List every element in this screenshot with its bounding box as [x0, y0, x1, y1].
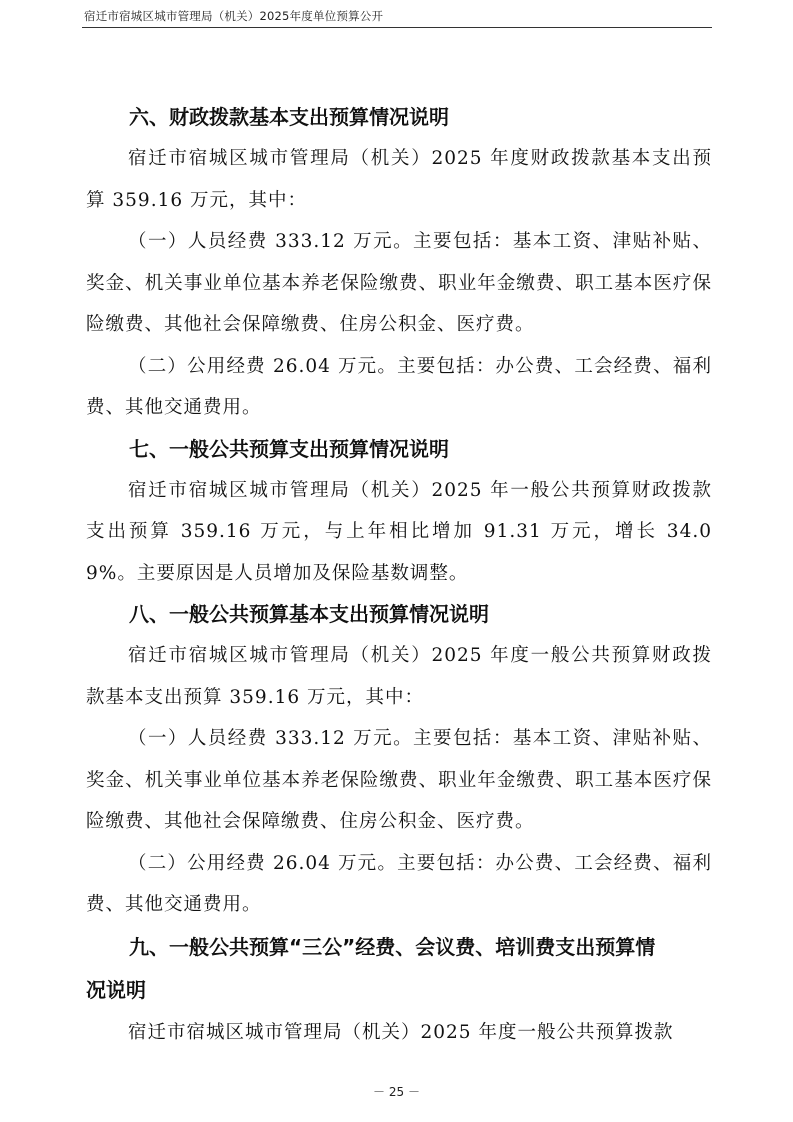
- section-7-heading: 七、一般公共预算支出预算情况说明: [129, 436, 449, 461]
- running-header: 宿迁市宿城区城市管理局（机关）2025年度单位预算公开: [84, 9, 384, 23]
- section-6-paragraph-1: 宿迁市宿城区城市管理局（机关）2025 年度财政拨款基本支出预算 359.16 万元，其中：: [86, 148, 712, 211]
- document-body: [86, 97, 712, 1053]
- section-6-heading: 六、财政拨款基本支出预算情况说明: [129, 105, 449, 129]
- section-6-paragraph-2: （一）人员经费 333.12 万元。主要包括：基本工资、津贴补贴、奖金、机关事业单位基本养老保险缴费、职业年金缴费、职工基本医疗保险缴费、其他社会保障缴费、住房公积金、医疗费。: [86, 231, 712, 335]
- section-9-heading: [86, 926, 712, 1012]
- page-number: － 25 －: [373, 1085, 420, 1099]
- section-8-paragraph-2: （一）人员经费 333.12 万元。主要包括：基本工资、津贴补贴、奖金、机关事业单位基本养老保险缴费、职业年金缴费、职工基本医疗保险缴费、其他社会保障缴费、住房公积金、医疗费。: [86, 728, 712, 832]
- header-rule: [82, 27, 712, 28]
- section-8-heading: 八、一般公共预算基本支出预算情况说明: [129, 602, 489, 626]
- section-7-paragraph-1: 宿迁市宿城区城市管理局（机关）2025 年一般公共预算财政拨款支出预算 359.16 万元，与上年相比增加 91.31 万元，增长 34.09%。主要原因是人员增加及保险基数调整。: [86, 479, 712, 584]
- section-9-paragraph-1: 宿迁市宿城区城市管理局（机关）2025 年度一般公共预算拨款: [128, 1021, 674, 1043]
- section-6-paragraph-3: （二）公用经费 26.04 万元。主要包括：办公费、工会经费、福利费、其他交通费用。: [86, 355, 712, 418]
- section-9-heading-line-2: 况说明: [86, 977, 146, 1002]
- section-8-paragraph-1: 宿迁市宿城区城市管理局（机关）2025 年度一般公共预算财政拨款基本支出预算 359.16 万元，其中：: [86, 645, 712, 708]
- section-9-heading-line-1: 九、一般公共预算“三公”经费、会议费、培训费支出预算情: [129, 934, 656, 959]
- section-8-paragraph-3: （二）公用经费 26.04 万元。主要包括：办公费、工会经费、福利费、其他交通费用。: [86, 852, 712, 915]
